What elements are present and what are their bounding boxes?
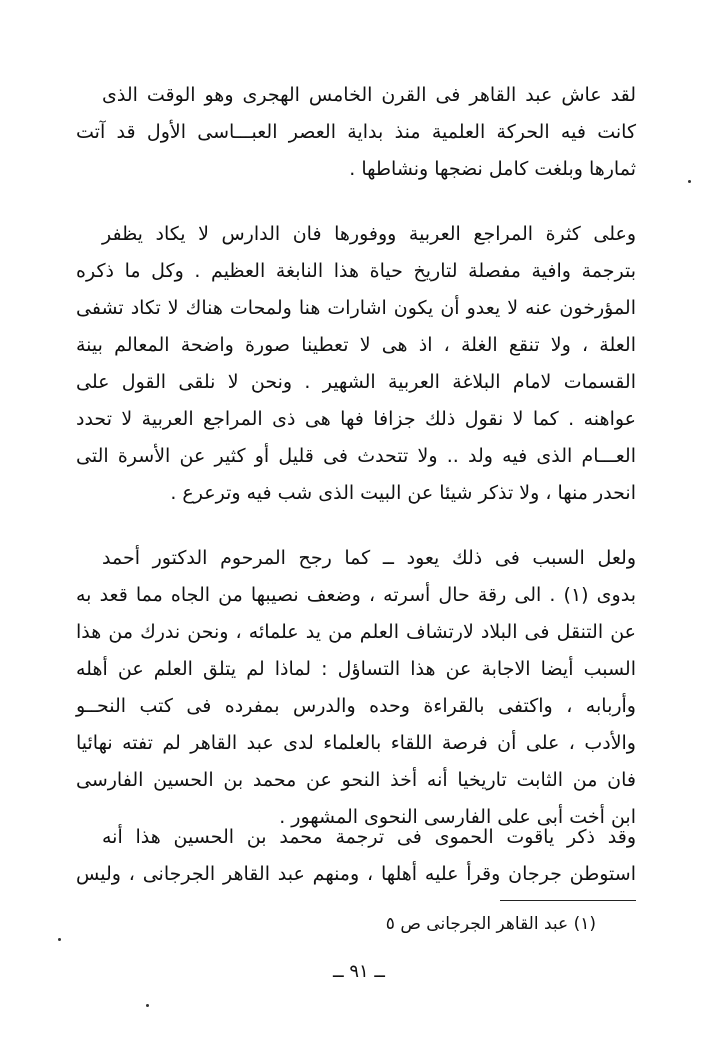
text-line: والأدب ، على أن فرصة اللقاء بالعلماء لدى عبد القاهر لم تفته نهائيا: [76, 732, 636, 754]
text-line: ابن أخت أبى على الفارسى النحوى المشهور .: [279, 806, 636, 828]
footnote: (١) عبد القاهر الجرجانى ص ٥: [385, 914, 596, 934]
text-line: وأربابه ، واكتفى بالقراءة وحده والدرس بمفرده فى كتب النحــو: [76, 695, 636, 717]
text-line: كانت فيه الحركة العلمية منذ بداية العصر العبـــاسى الأول قد آتت: [76, 121, 636, 143]
text-line: وعلى كثرة المراجع العربية ووفورها فان الدارس لا يكاد يظفر: [102, 223, 636, 245]
text-line: السبب أيضا الاجابة عن هذا التساؤل : لماذا لم يتلق العلم عن أهله: [76, 658, 636, 680]
text-line: بترجمة وافية مفصلة لتاريخ حياة هذا النابغة العظيم . وكل ما ذكره: [76, 260, 636, 282]
text-line: فان من الثابت تاريخيا أنه أخذ النحو عن محمد بن الحسين الفارسى: [76, 769, 636, 791]
scan-speck: [688, 180, 691, 183]
text-line: القسمات لامام البلاغة العربية الشهير . ونحن لا نلقى القول على: [76, 371, 636, 393]
text-line: المؤرخون عنه لا يعدو أن يكون اشارات هنا ولمحات هناك لا تكاد تشفى: [76, 297, 636, 319]
text-line: انحدر منها ، ولا تذكر شيئا عن البيت الذى شب فيه وترعرع .: [170, 482, 636, 504]
text-line: العلة ، ولا تنقع الغلة ، اذ هى لا تعطينا صورة واضحة المعالم بينة: [76, 334, 636, 356]
text-line: استوطن جرجان وقرأ عليه أهلها ، ومنهم عبد القاهر الجرجانى ، وليس: [76, 863, 636, 885]
footnote-separator: [500, 900, 636, 901]
text-line: ثمارها وبلغت كامل نضجها ونشاطها .: [349, 158, 636, 180]
scan-speck: [146, 1004, 149, 1007]
text-line: وقد ذكر ياقوت الحموى فى ترجمة محمد بن الحسين هذا أنه: [102, 826, 636, 848]
text-line: ولعل السبب فى ذلك يعود ــ كما رجح المرحوم الدكتور أحمد: [102, 547, 636, 569]
text-line: لقد عاش عبد القاهر فى القرن الخامس الهجرى وهو الوقت الذى: [102, 84, 636, 106]
text-line: عن التنقل فى البلاد لارتشاف العلم من يد علمائه ، ونحن ندرك من هذا: [76, 621, 636, 643]
scan-speck: [58, 938, 61, 941]
text-line: العـــام الذى فيه ولد .. ولا تتحدث فى قليل أو كثير عن الأسرة التى: [76, 445, 636, 467]
page-number: ــ ٩١ ــ: [333, 961, 385, 982]
text-line: بدوى (١) . الى رقة حال أسرته ، وضعف نصيبها من الجاه مما قعد به: [76, 584, 636, 606]
text-line: عواهنه . كما لا نقول ذلك جزافا فها هى ذى المراجع العربية لا تحدد: [76, 408, 636, 430]
